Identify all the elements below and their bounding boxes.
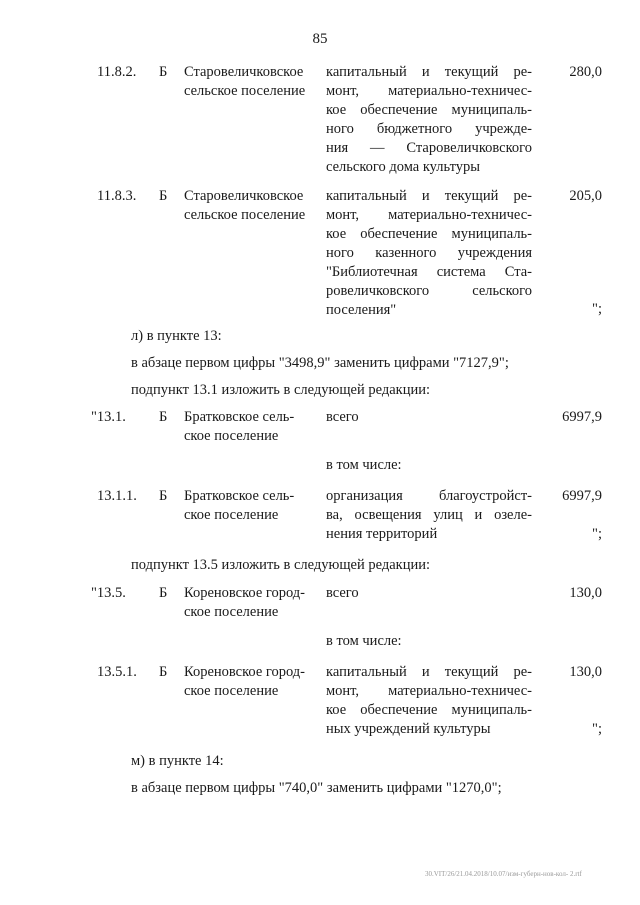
closing-quote: "; bbox=[592, 721, 602, 737]
in-that-number-label: в том числе: bbox=[326, 633, 402, 649]
page-number: 85 bbox=[312, 31, 328, 47]
row-recipient: Братковское сель- ское поселение bbox=[184, 409, 295, 444]
row-amount: 6997,9 bbox=[562, 409, 602, 425]
row-code: "13.5. bbox=[91, 585, 126, 601]
row-amount: 280,0 bbox=[569, 64, 602, 80]
row-letter: Б bbox=[159, 488, 168, 504]
row-amount: 6997,9 bbox=[562, 488, 602, 504]
row-purpose: капитальный и текущий ре- монт, материально-техничес- кое обеспечение муниципаль- ного казенного учреждения "Библиотечная система Ста- ровеличковского сельского поселения" bbox=[326, 188, 532, 318]
row-recipient: Старовеличковское сельское поселение bbox=[184, 64, 306, 99]
row-recipient: Кореновское город- ское поселение bbox=[184, 585, 306, 620]
row-code: 13.1.1. bbox=[97, 488, 137, 504]
paragraph-l-heading: л) в пункте 13: bbox=[131, 328, 222, 344]
row-code: "13.1. bbox=[91, 409, 126, 425]
row-amount: 130,0 bbox=[569, 664, 602, 680]
closing-quote: "; bbox=[592, 301, 602, 317]
row-recipient: Братковское сель- ское поселение bbox=[184, 488, 295, 523]
paragraph-m-heading: м) в пункте 14: bbox=[131, 753, 224, 769]
paragraph-l-text: в абзаце первом цифры "3498,9" заменить цифрами "7127,9"; bbox=[131, 355, 509, 371]
paragraph-m-text: в абзаце первом цифры "740,0" заменить цифрами "1270,0"; bbox=[131, 780, 502, 796]
row-code: 11.8.2. bbox=[97, 64, 137, 80]
paragraph-13-5: подпункт 13.5 изложить в следующей редакции: bbox=[131, 557, 431, 573]
row-amount: 130,0 bbox=[569, 585, 602, 601]
in-that-number-label: в том числе: bbox=[326, 457, 402, 473]
row-code: 13.5.1. bbox=[97, 664, 137, 680]
row-purpose: капитальный и текущий ре- монт, материально-техничес- кое обеспечение муниципаль- ных учреждений культуры bbox=[326, 664, 532, 737]
row-purpose: капитальный и текущий ре- монт, материально-техничес- кое обеспечение муниципаль- ного бюджетного учрежде- ния — Старовеличковского сельского дома культуры bbox=[326, 64, 532, 175]
row-purpose: организация благоустройст- ва, освещения улиц и озеле- нения территорий bbox=[326, 488, 532, 542]
row-recipient: Старовеличковское сельское поселение bbox=[184, 188, 306, 223]
row-code: 11.8.3. bbox=[97, 188, 137, 204]
row-amount: 205,0 bbox=[569, 188, 602, 204]
row-purpose: всего bbox=[326, 585, 359, 601]
row-purpose: всего bbox=[326, 409, 359, 425]
paragraph-l-subitem: подпункт 13.1 изложить в следующей редакции: bbox=[131, 382, 431, 398]
row-letter: Б bbox=[159, 585, 168, 601]
row-recipient: Кореновское город- ское поселение bbox=[184, 664, 306, 699]
row-letter: Б bbox=[159, 664, 168, 680]
footer-file-path: 30.VIT/26/21.04.2018/10.07/изм-губерн-нов-кол- 2.rtf bbox=[425, 870, 582, 878]
row-letter: Б bbox=[159, 409, 168, 425]
row-letter: Б bbox=[159, 64, 168, 80]
row-letter: Б bbox=[159, 188, 168, 204]
closing-quote: "; bbox=[592, 526, 602, 542]
